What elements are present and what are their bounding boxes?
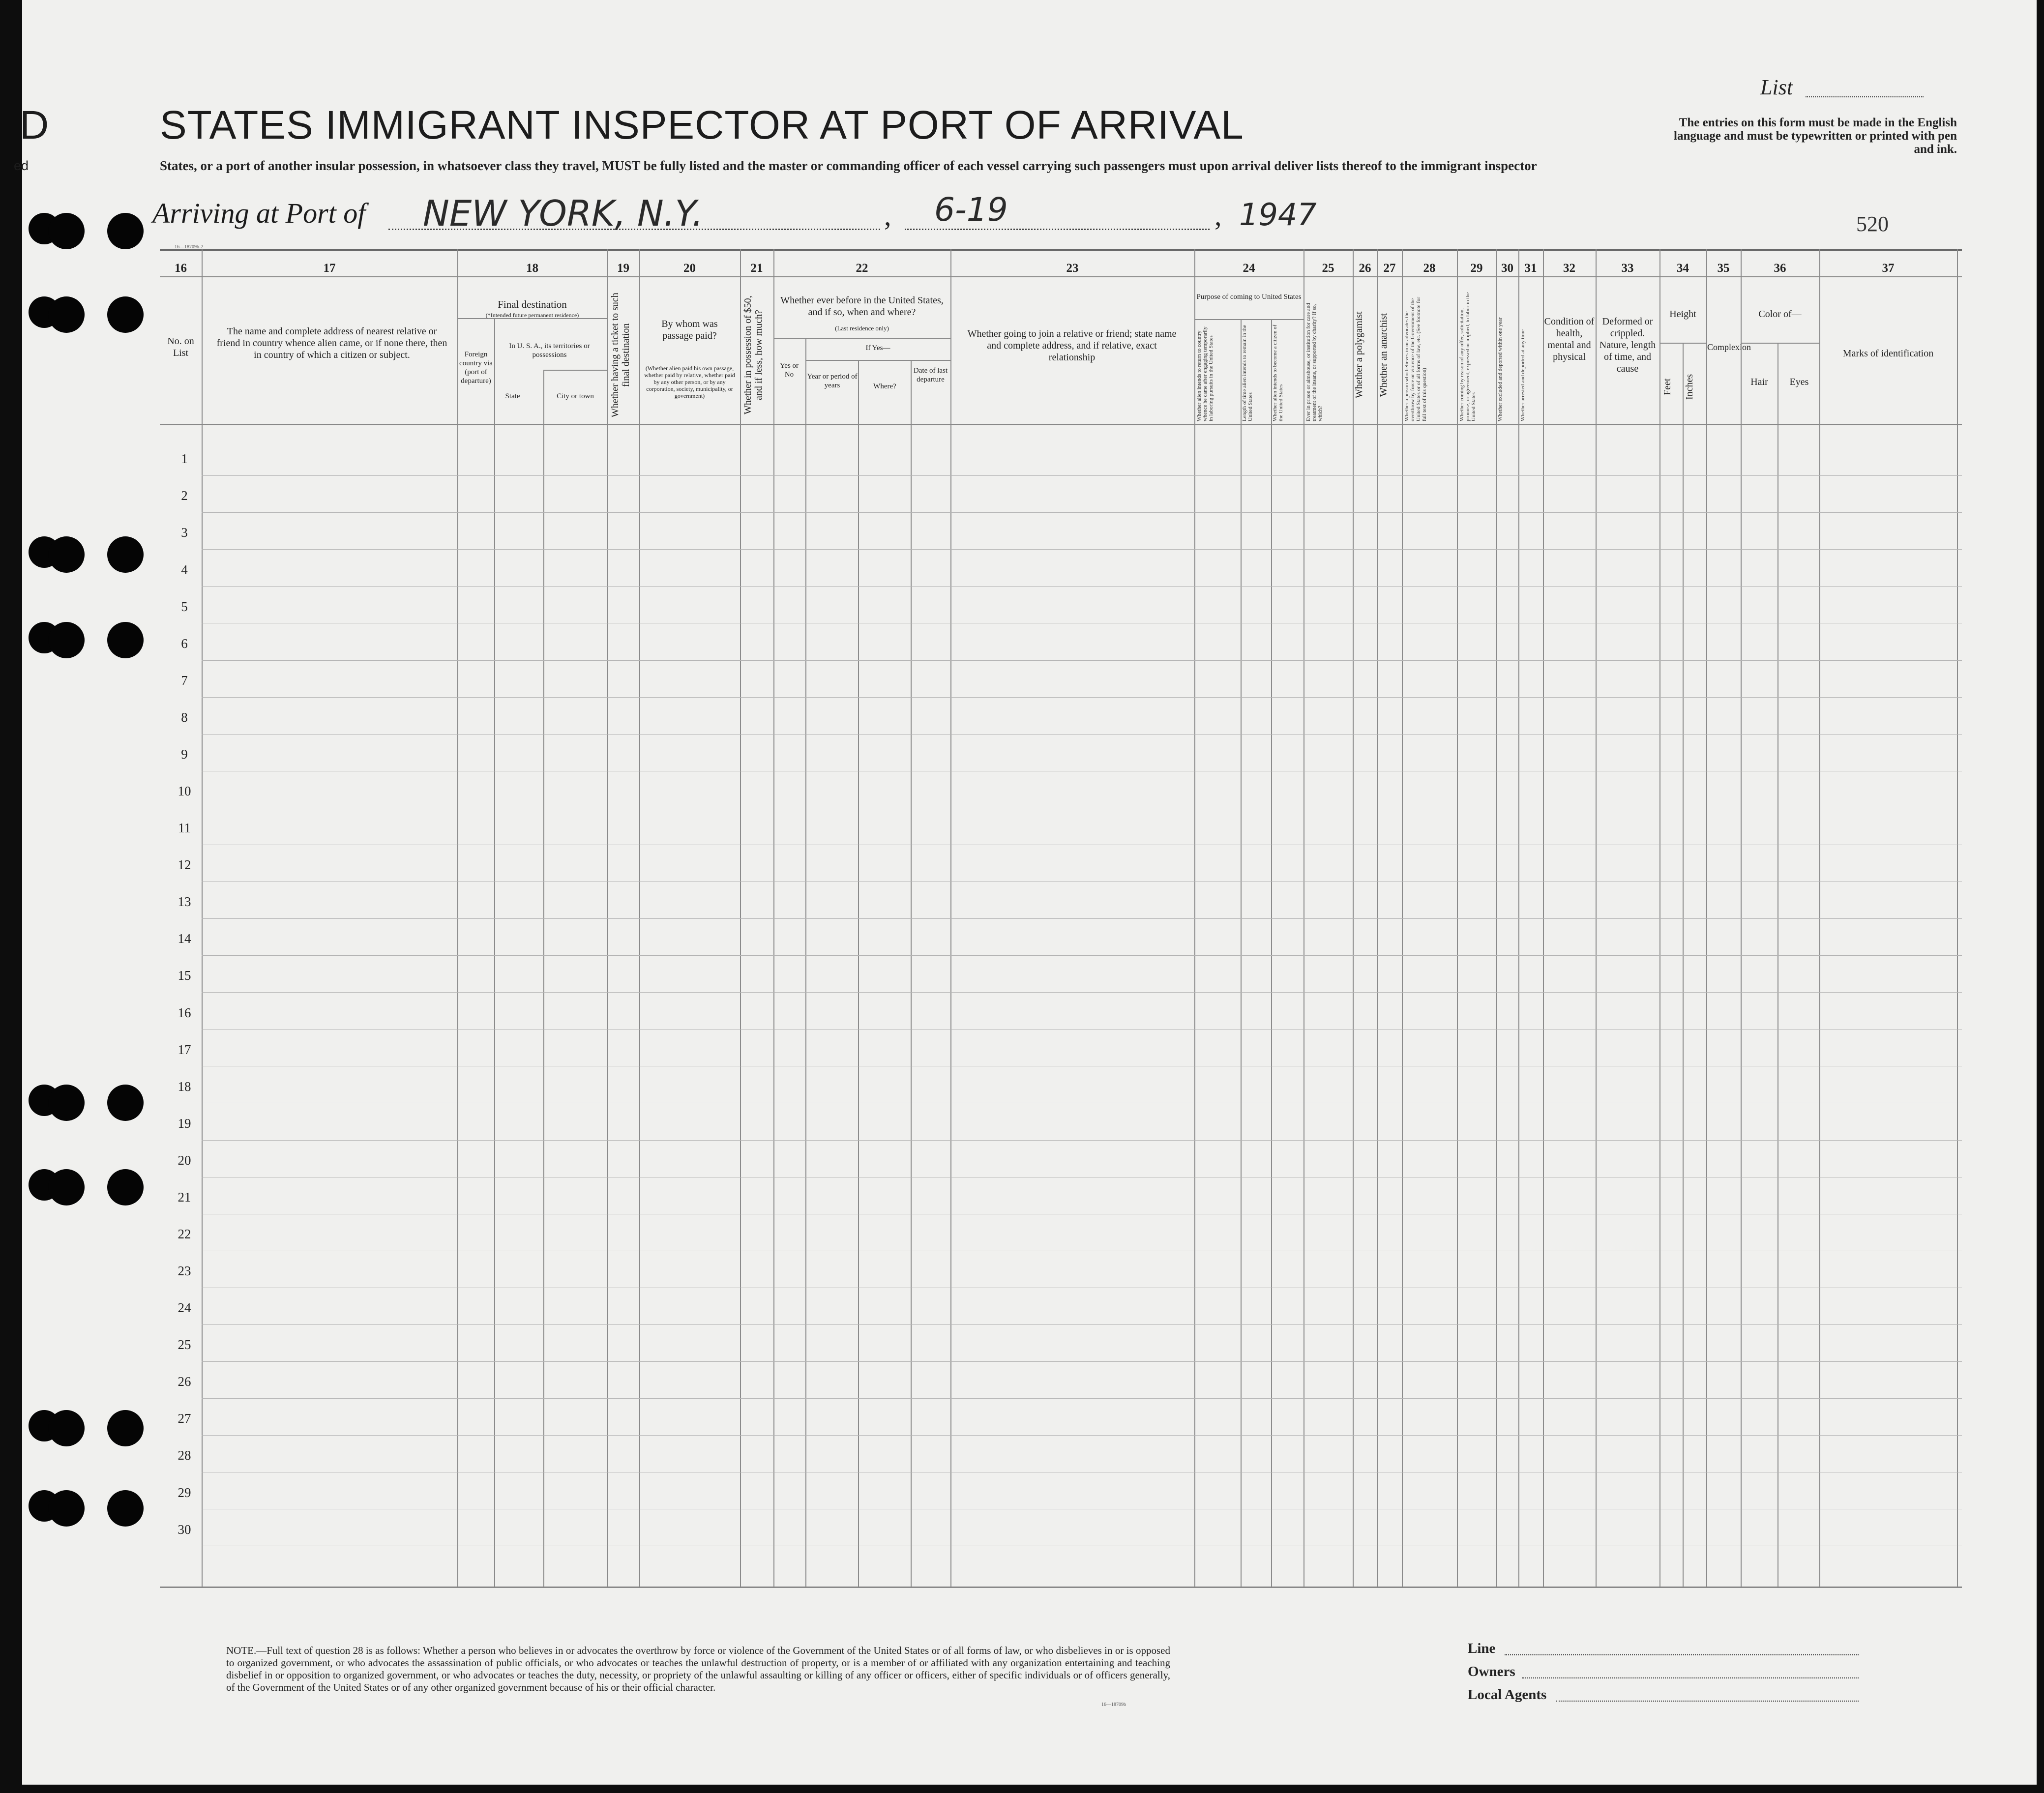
column-rule	[1353, 249, 1354, 1587]
row-number: 23	[178, 1264, 191, 1279]
page-number: 520	[1856, 212, 1889, 236]
punch-hole	[48, 1085, 85, 1121]
col22-ifyes: If Yes—	[865, 344, 890, 352]
form-instructions: The entries on this form must be made in the English language and must be typewritten or printed with pen and ink.	[1674, 116, 1957, 156]
col37-header: Marks of identification	[1842, 348, 1934, 359]
date-value: 6-19	[934, 191, 1008, 229]
punch-hole	[107, 1410, 144, 1446]
col29-header: Whether coming by reason of any offer, solicitation, promise, or agreement, expressed or implied, to labor in the United States	[1459, 292, 1477, 421]
row-rule	[202, 660, 1962, 661]
row-number: 25	[178, 1337, 191, 1352]
col24-sub1: Whether alien intends to return to country whence he came after engaging temporarily in laboring pursuits in the United States	[1196, 326, 1214, 421]
row-number: 4	[181, 562, 188, 577]
column-rule	[1194, 249, 1195, 1587]
row-number: 30	[178, 1522, 191, 1537]
row-number: 28	[178, 1448, 191, 1463]
column-rule	[1402, 249, 1403, 1587]
column-rule	[1377, 249, 1378, 1587]
truncated-left-letter: D	[20, 103, 49, 147]
col25-header: Ever in prison or almshouse, or institution for care and treatment of the insane, or supported by charity? If so, which?	[1305, 303, 1323, 421]
column-rule	[457, 249, 458, 1587]
col18-note: (*Intended future permanent residence)	[485, 312, 579, 319]
form-title: STATES IMMIGRANT INSPECTOR AT PORT OF ARRIVAL	[160, 103, 1244, 147]
col24-header: Purpose of coming to United States	[1196, 293, 1302, 301]
row-number: 15	[178, 968, 191, 983]
sub-column-rule	[911, 360, 912, 1587]
c24-sub-divider	[1194, 319, 1303, 320]
punch-hole	[107, 213, 144, 249]
col-num-17: 17	[323, 262, 336, 275]
col-num-31: 31	[1524, 262, 1537, 275]
column-rule	[740, 249, 741, 1587]
row-number: 24	[178, 1300, 191, 1316]
row-rule	[202, 1435, 1962, 1436]
row-rule	[202, 512, 1962, 513]
local-agents-label: Local Agents	[1468, 1687, 1547, 1703]
col24-sub2: Length of time alien intends to remain in the United States	[1242, 324, 1253, 421]
punch-hole	[48, 213, 85, 249]
col30-header: Whether excluded and deported within one year	[1497, 317, 1503, 421]
col-num-32: 32	[1563, 262, 1575, 275]
row-rule	[202, 697, 1962, 698]
c22-ifyes-divider	[805, 360, 950, 361]
punch-hole	[48, 1169, 85, 1205]
col22-where: Where?	[873, 382, 896, 390]
col22-yesno: Yes or No	[779, 362, 799, 379]
col17-header: The name and complete address of nearest relative or friend in country whence alien came, or if none there, then in country of which a citizen or subject.	[216, 326, 447, 360]
column-rule	[639, 249, 640, 1587]
owners-field[interactable]	[1522, 1677, 1859, 1678]
row-number: 11	[178, 821, 191, 836]
punch-hole	[107, 1169, 144, 1205]
sub-column-rule	[1241, 319, 1242, 1587]
col36-hair: Hair	[1750, 377, 1768, 387]
sub-column-rule	[1777, 343, 1778, 1587]
col22-note: (Last residence only)	[835, 324, 889, 332]
punch-hole	[107, 622, 144, 658]
col22-header: Whether ever before in the United States, and if so, when and where?	[780, 295, 944, 318]
table-top-border	[160, 249, 1962, 251]
col20-note: (Whether alien paid his own passage, whether paid by relative, whether paid by any other person, or by any corporation, society, municipality, or government)	[644, 365, 735, 399]
row-rule	[202, 1398, 1962, 1399]
row-rule	[202, 586, 1962, 587]
column-rule	[1596, 249, 1597, 1587]
col18-usa: In U. S. A., its territories or possessions	[509, 342, 590, 359]
col-num-37: 37	[1882, 262, 1895, 275]
row-number: 5	[181, 599, 188, 614]
row-rule	[202, 549, 1962, 550]
column-rule	[1706, 249, 1707, 1587]
col20-header: By whom was passage paid?	[661, 319, 718, 341]
truncated-left-text: ed	[14, 158, 29, 173]
row-number: 29	[178, 1485, 191, 1500]
col26-header: Whether a polygamist	[1354, 311, 1364, 399]
row-rule	[202, 1140, 1962, 1141]
row-number: 2	[181, 488, 188, 503]
col18-city: City or town	[557, 392, 594, 400]
punch-hole	[48, 622, 85, 658]
sub-column-rule	[543, 370, 544, 1587]
row-number: 22	[178, 1226, 191, 1241]
list-label: List	[1760, 75, 1793, 99]
row-rule	[202, 955, 1962, 956]
punch-hole	[48, 536, 85, 573]
list-number-line	[1806, 96, 1924, 97]
column-rule	[1518, 249, 1519, 1587]
punch-hole	[107, 1490, 144, 1527]
col-num-33: 33	[1621, 262, 1634, 275]
row-number: 27	[178, 1411, 191, 1426]
col32-header: Condition of health, mental and physical	[1544, 316, 1595, 362]
col28-header: Whether a person who believes in or advocates the overthrow by force or violence of the Government of the United States or of all forms of law, etc. (See footnote for full text of this question)	[1404, 296, 1427, 421]
column-rule	[1819, 249, 1820, 1587]
col18-state: State	[505, 392, 520, 400]
column-number-divider	[160, 276, 1962, 277]
row-rule	[202, 992, 1962, 993]
c36-sub-divider	[1741, 343, 1819, 344]
col27-header: Whether an anarchist	[1378, 313, 1389, 397]
row-rule	[202, 475, 1962, 476]
col34-header: Height	[1669, 309, 1696, 320]
col24-sub3: Whether alien intends to become a citizen of the United States	[1272, 324, 1284, 421]
sub-column-rule	[805, 338, 806, 1587]
row-number: 19	[178, 1116, 191, 1131]
col34-inches: Inches	[1684, 374, 1695, 400]
col31-header: Whether arrested and deported at any time	[1520, 329, 1526, 421]
punch-hole	[107, 296, 144, 333]
col18-foreign: Foreign country via (port of departure)	[459, 351, 493, 385]
row-rule	[202, 1324, 1962, 1325]
comma-2: ,	[1215, 200, 1222, 232]
row-number: 18	[178, 1079, 191, 1094]
column-rule	[1496, 249, 1497, 1587]
punch-hole	[48, 1410, 85, 1446]
col22-year: Year or period of years	[807, 373, 858, 389]
sub-column-rule	[494, 318, 495, 1587]
col-num-19: 19	[617, 262, 629, 275]
sub-column-rule	[1271, 319, 1272, 1587]
column-rule	[607, 249, 608, 1587]
column-rule	[202, 249, 203, 1587]
col-num-29: 29	[1470, 262, 1483, 275]
row-number: 10	[178, 784, 191, 799]
form-code: 16—18709b-2	[175, 244, 204, 250]
col-num-16: 16	[175, 262, 187, 275]
col-num-18: 18	[526, 262, 538, 275]
row-number: 9	[181, 746, 188, 762]
col-num-26: 26	[1359, 262, 1371, 275]
row-number: 21	[178, 1189, 191, 1205]
col-num-27: 27	[1383, 262, 1396, 275]
column-rule	[773, 249, 774, 1587]
col35-header: Complexion	[1707, 342, 1751, 352]
line-label: Line	[1468, 1641, 1496, 1656]
row-number: 17	[178, 1042, 191, 1057]
col16-header: No. on List	[167, 336, 194, 358]
owners-label: Owners	[1468, 1664, 1515, 1679]
col33-header: Deformed or crippled. Nature, length of time, and cause	[1599, 316, 1656, 374]
row-number: 7	[181, 673, 188, 688]
col18-header: Final destination	[498, 298, 567, 310]
row-rule	[202, 918, 1962, 919]
col34-feet: Feet	[1662, 378, 1673, 396]
row-number: 3	[181, 525, 188, 540]
col-num-20: 20	[683, 262, 696, 275]
column-rule	[1457, 249, 1458, 1587]
row-number: 20	[178, 1152, 191, 1168]
row-number: 8	[181, 709, 188, 725]
col-num-36: 36	[1774, 262, 1786, 275]
row-number: 16	[178, 1005, 191, 1020]
col-num-30: 30	[1501, 262, 1513, 275]
col-num-25: 25	[1322, 262, 1334, 275]
row-number: 1	[181, 451, 188, 467]
col-num-22: 22	[856, 262, 868, 275]
col-num-35: 35	[1717, 262, 1730, 275]
column-rule	[1957, 249, 1958, 1587]
row-number: 13	[178, 894, 191, 910]
punch-hole	[107, 1085, 144, 1121]
form-subtitle: States, or a port of another insular possession, in whatsoever class they travel, MUST be fully listed and the master or commanding officer of each vessel carrying such passengers must upon arrival deliver lists thereof to the immigrant inspector	[160, 158, 1537, 173]
col-num-21: 21	[750, 262, 763, 275]
col22-date: Date of last departure	[913, 367, 948, 383]
punch-hole	[48, 296, 85, 333]
sub-column-rule	[858, 360, 859, 1587]
local-agents-field[interactable]	[1556, 1701, 1859, 1702]
col19-header: Whether having a ticket to such final destination	[610, 293, 631, 417]
col36-header: Color of—	[1758, 309, 1802, 320]
row-number: 26	[178, 1374, 191, 1389]
column-rule	[1659, 249, 1660, 1587]
column-rule	[950, 249, 951, 1587]
footnote-code: 16—18709b	[1101, 1702, 1126, 1707]
col21-header: Whether in possession of $50, and if less, how much?	[742, 295, 764, 414]
col-num-34: 34	[1677, 262, 1689, 275]
line-field[interactable]	[1505, 1654, 1859, 1655]
port-value: NEW YORK, N.Y.	[423, 193, 704, 234]
c22-sub-divider	[773, 338, 950, 339]
c18-usa-divider	[543, 370, 607, 371]
column-rule	[1741, 249, 1742, 1587]
column-rule	[1543, 249, 1544, 1587]
sub-column-rule	[1683, 343, 1684, 1587]
table-bottom-border	[160, 1587, 1962, 1588]
col-num-23: 23	[1066, 262, 1079, 275]
comma-1: ,	[884, 200, 891, 232]
date-line	[905, 229, 1210, 230]
punch-hole	[107, 536, 144, 573]
punch-hole	[48, 1490, 85, 1527]
row-number: 6	[181, 636, 188, 651]
col23-header: Whether going to join a relative or friend; state name and complete address, and if relative, exact relationship	[967, 328, 1177, 363]
manifest-table	[160, 249, 1962, 1589]
year-value: 1947	[1239, 197, 1317, 233]
col36-eyes: Eyes	[1789, 377, 1809, 387]
column-rule	[1303, 249, 1304, 1587]
row-number: 12	[178, 857, 191, 873]
row-rule	[202, 1361, 1962, 1362]
arriving-label: Arriving at Port of	[152, 197, 366, 229]
row-rule	[202, 734, 1962, 735]
question-28-footnote: NOTE.—Full text of question 28 is as follows: Whether a person who believes in or advocates the overthrow by force or violence of the Government of the United States or of all forms of law, or who disbelieves in or is opposed to organized government, or who advocates the assassination of public officials, or who advocates or teaches the unlawful destruction of property, or is a member of or affiliated with any organization entertaining and teaching disbelief in or opposition to organized government, or who advocates or teaches the duty, necessity, or propriety of the unlawful assaulting or killing of any officer or officers, either of specific individuals or of officers generally, of the Government of the United States or of any other organized government because of his or their official character.	[226, 1645, 1170, 1693]
header-bottom-border	[160, 424, 1962, 425]
col-num-24: 24	[1243, 262, 1255, 275]
col-num-28: 28	[1423, 262, 1436, 275]
row-number: 14	[178, 931, 191, 946]
